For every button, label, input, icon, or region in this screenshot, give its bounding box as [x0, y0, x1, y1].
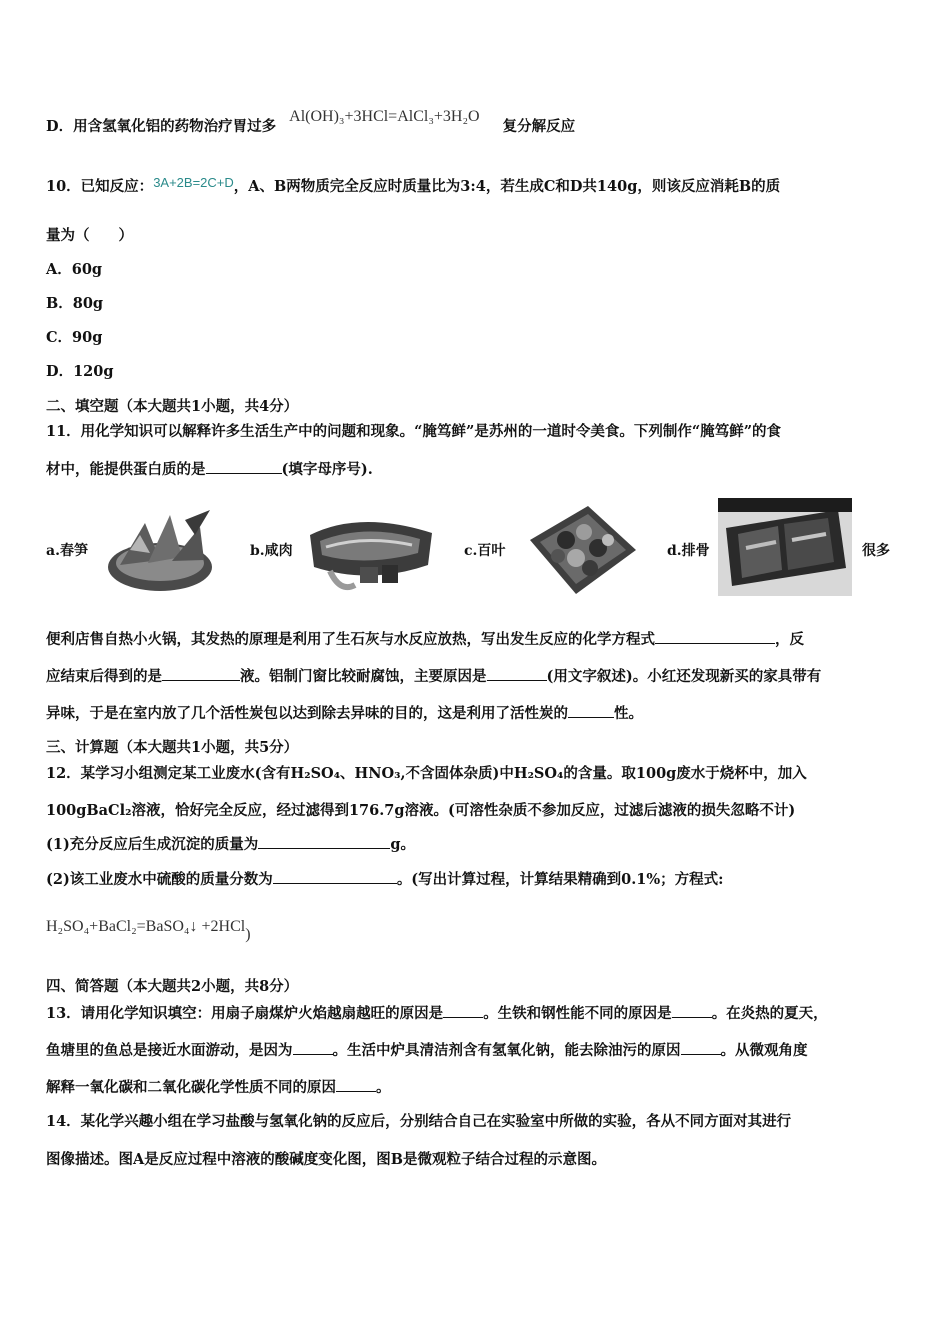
- food-label-c: c.百叶: [464, 543, 506, 559]
- q14-line1: 14．某化学兴趣小组在学习盐酸与氢氧化钠的反应后，分别结合自己在实验室中所做的实验，各从不同方面对其进行: [46, 1113, 792, 1130]
- q13-line3-end: 。: [376, 1079, 391, 1096]
- iron-steel-blank[interactable]: [672, 1003, 712, 1018]
- q13-line3-text: 解释一氧化碳和二氧化碳化学性质不同的原因: [46, 1079, 336, 1096]
- q9-d-equation: Al(OH)₃+3HCl=AlCl₃+3H₂O: [289, 108, 480, 125]
- q12-line2: 100gBaCl₂溶液，恰好完全反应，经过滤得到176.7g溶液。(可溶性杂质不参加反应，过滤后滤液的损失忽略不计): [46, 802, 796, 819]
- section-4-heading: 四、简答题（本大题共2小题，共8分）: [46, 978, 299, 995]
- q11-line5: [46, 702, 643, 723]
- food-label-d: d.排骨: [667, 543, 710, 559]
- q11-line2: [46, 458, 373, 479]
- q10-reaction: 3A+2B=2C+D: [153, 175, 234, 190]
- q10-suffix: ，A、B两物质完全反应时质量比为3:4，若生成C和D共140g，则该反应消耗B的质: [233, 178, 781, 195]
- q11-line5-end: 性。: [614, 705, 643, 722]
- q11-line3: [46, 628, 804, 649]
- q11-line5-text: 异味，于是在室内放了几个活性炭包以达到除去异味的目的，这是利用了活性炭的: [46, 705, 568, 722]
- q12-part2-note: 。(写出计算过程，计算结果精确到0.1%；方程式:: [396, 871, 724, 888]
- q11-line3-end: ，反: [775, 631, 804, 648]
- q10-stem-cont: 量为（ ）: [46, 227, 133, 244]
- q11-line4: [46, 665, 821, 686]
- q11-line4-text-a: 应结束后得到的是: [46, 668, 162, 685]
- q14-line2: 图像描述。图A是反应过程中溶液的酸碱度变化图，图B是微观粒子结合过程的示意图。: [46, 1151, 607, 1168]
- q10-prefix: 10．已知反应：: [46, 178, 154, 195]
- corrosion-reason-blank[interactable]: [487, 666, 547, 681]
- q9-d-type: 复分解反应: [502, 118, 576, 135]
- fan-reason-blank[interactable]: [443, 1003, 483, 1018]
- q10-stem: [46, 175, 780, 196]
- food-label-b: b.咸肉: [250, 543, 293, 559]
- q13-line2-text-b: 。生活中炉具清洁剂含有氢氧化钠，能去除油污的原因: [332, 1042, 681, 1059]
- q10-option-c: C．90g: [46, 329, 103, 346]
- q11-line3-text: 便利店售自热小火锅，其发热的原理是利用了生石灰与水反应放热，写出发生反应的化学方程式: [46, 631, 655, 648]
- q12-equation: H₂SO₄+BaCl₂=BaSO₄↓ +2HCl: [46, 918, 246, 935]
- spring-bamboo-image: [100, 505, 222, 595]
- q11-line1: 11．用化学知识可以解释许多生活生产中的问题和现象。“腌笃鲜”是苏州的一道时令美食。下列制作“腌笃鲜”的食: [46, 423, 782, 440]
- section-2-heading: 二、填空题（本大题共1小题，共4分）: [46, 398, 299, 415]
- mass-fraction-blank[interactable]: [273, 869, 397, 884]
- q9-option-d: [46, 108, 576, 136]
- q12-line1: 12．某学习小组测定某工业废水(含有H₂SO₄、HNO₃,不含固体杂质)中H₂SO₄的含量。取100g废水于烧杯中，加入: [46, 765, 807, 782]
- cured-pork-image: [300, 505, 438, 595]
- fish-reason-blank[interactable]: [293, 1040, 333, 1055]
- q13-line1-text-b: 。生铁和钢性能不同的原因是: [483, 1005, 672, 1022]
- q11-line2-text: 材中，能提供蛋白质的是: [46, 461, 206, 478]
- q12-part1-text: (1)充分反应后生成沉淀的质量为: [46, 836, 259, 853]
- q12-part2-text: (2)该工业废水中硫酸的质量分数为: [46, 871, 273, 888]
- tofu-skin-image: [518, 500, 642, 600]
- q13-line2: [46, 1039, 808, 1060]
- q13-line1-text-a: 13．请用化学知识填空：用扇子扇煤炉火焰越扇越旺的原因是: [46, 1005, 444, 1022]
- q12-part1: [46, 833, 415, 854]
- co-co2-blank[interactable]: [336, 1077, 376, 1092]
- q11-line4-text-c: (用文字叙述)。小红还发现新买的家具带有: [546, 668, 822, 685]
- q12-part1-unit: g。: [390, 836, 415, 853]
- q13-line2-text-a: 鱼塘里的鱼总是接近水面游动，是因为: [46, 1042, 293, 1059]
- cleaner-reason-blank[interactable]: [681, 1040, 721, 1055]
- q10-option-d: D．120g: [46, 363, 114, 380]
- q11-answer-blank[interactable]: [206, 459, 282, 474]
- q11-line4-text-b: 液。铝制门窗比较耐腐蚀，主要原因是: [240, 668, 487, 685]
- q12-part2: [46, 868, 724, 889]
- q9-d-text: D．用含氢氧化铝的药物治疗胃过多: [46, 118, 277, 135]
- precipitate-mass-blank[interactable]: [258, 834, 390, 849]
- q13-line1: [46, 1002, 828, 1023]
- carbon-property-blank[interactable]: [568, 703, 614, 718]
- q12-equation-close: ): [245, 926, 251, 943]
- q11-line2-hint: (填字母序号).: [281, 461, 373, 478]
- food-trailing-text: 很多: [862, 543, 890, 559]
- q13-line2-text-c: 。从微观角度: [720, 1042, 808, 1059]
- spare-ribs-image: [718, 498, 852, 596]
- section-3-heading: 三、计算题（本大题共1小题，共5分）: [46, 739, 299, 756]
- food-label-a: a.春笋: [46, 543, 88, 559]
- equation-blank[interactable]: [655, 629, 775, 644]
- q10-option-b: B．80g: [46, 295, 104, 312]
- q13-line3: [46, 1076, 391, 1097]
- q12-equation-line: [46, 918, 251, 943]
- solution-blank[interactable]: [162, 666, 240, 681]
- q13-line1-text-c: 。在炎热的夏天，: [711, 1005, 828, 1022]
- q10-option-a: A．60g: [46, 261, 103, 278]
